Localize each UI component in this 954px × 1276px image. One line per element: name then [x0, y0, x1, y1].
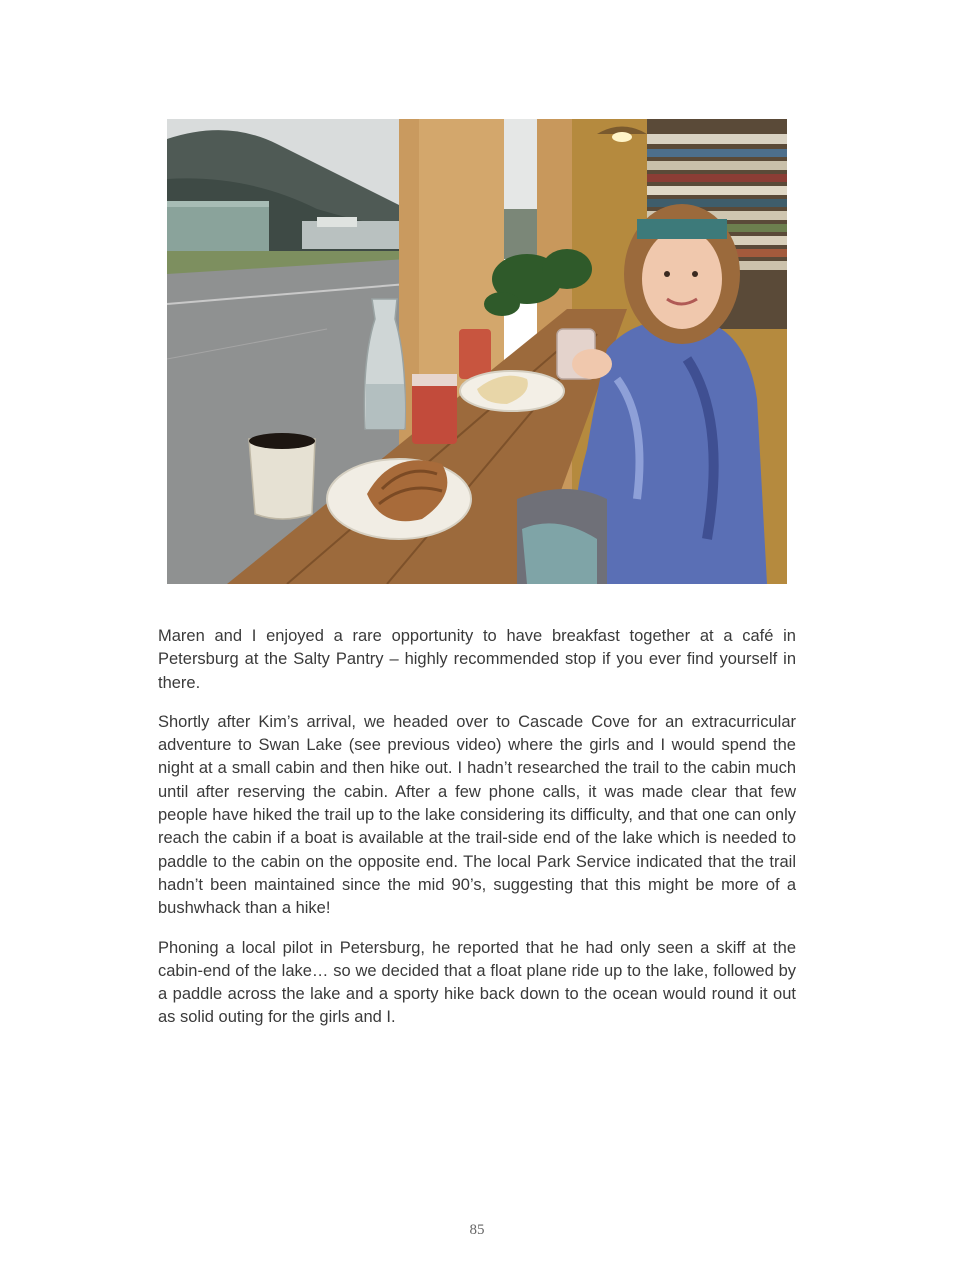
- paragraph-2: Shortly after Kim’s arrival, we headed over to Cascade Cove for an extracurricular adventure to Swan Lake (see previous video) where the girls and I would spend the night at a small cabin and then hike out. I hadn’t researched the trail to the cabin much until after reserving the cabin. After a few phone calls, it was made clear that few people have hiked the trail up to the lake considering its difficulty, and that one can only reach the cabin if a boat is available at the trail-side end of the lake which is needed to paddle to the cabin on the opposite end. The local Park Service indicated that the trail hadn’t been maintained since the mid 90’s, suggesting that this might be more of a bushwhack than a hike!: [158, 712, 796, 918]
- page-number: 85: [469, 1222, 485, 1238]
- paragraph-1: Maren and I enjoyed a rare opportunity to have breakfast together at a café in Petersburg at the Salty Pantry – highly recommended stop if you ever find yourself in there.: [158, 627, 796, 692]
- body-text: [158, 625, 796, 1046]
- cafe-breakfast-photo: [167, 119, 787, 584]
- paragraph-3: Phoning a local pilot in Petersburg, he reported that he had only seen a skiff at the cabin-end of the lake… so we decided that a float plane ride up to the lake, followed by a paddle across the lake and a sporty hike back down to the ocean would round it out as solid outing for the girls and I.: [158, 938, 796, 1027]
